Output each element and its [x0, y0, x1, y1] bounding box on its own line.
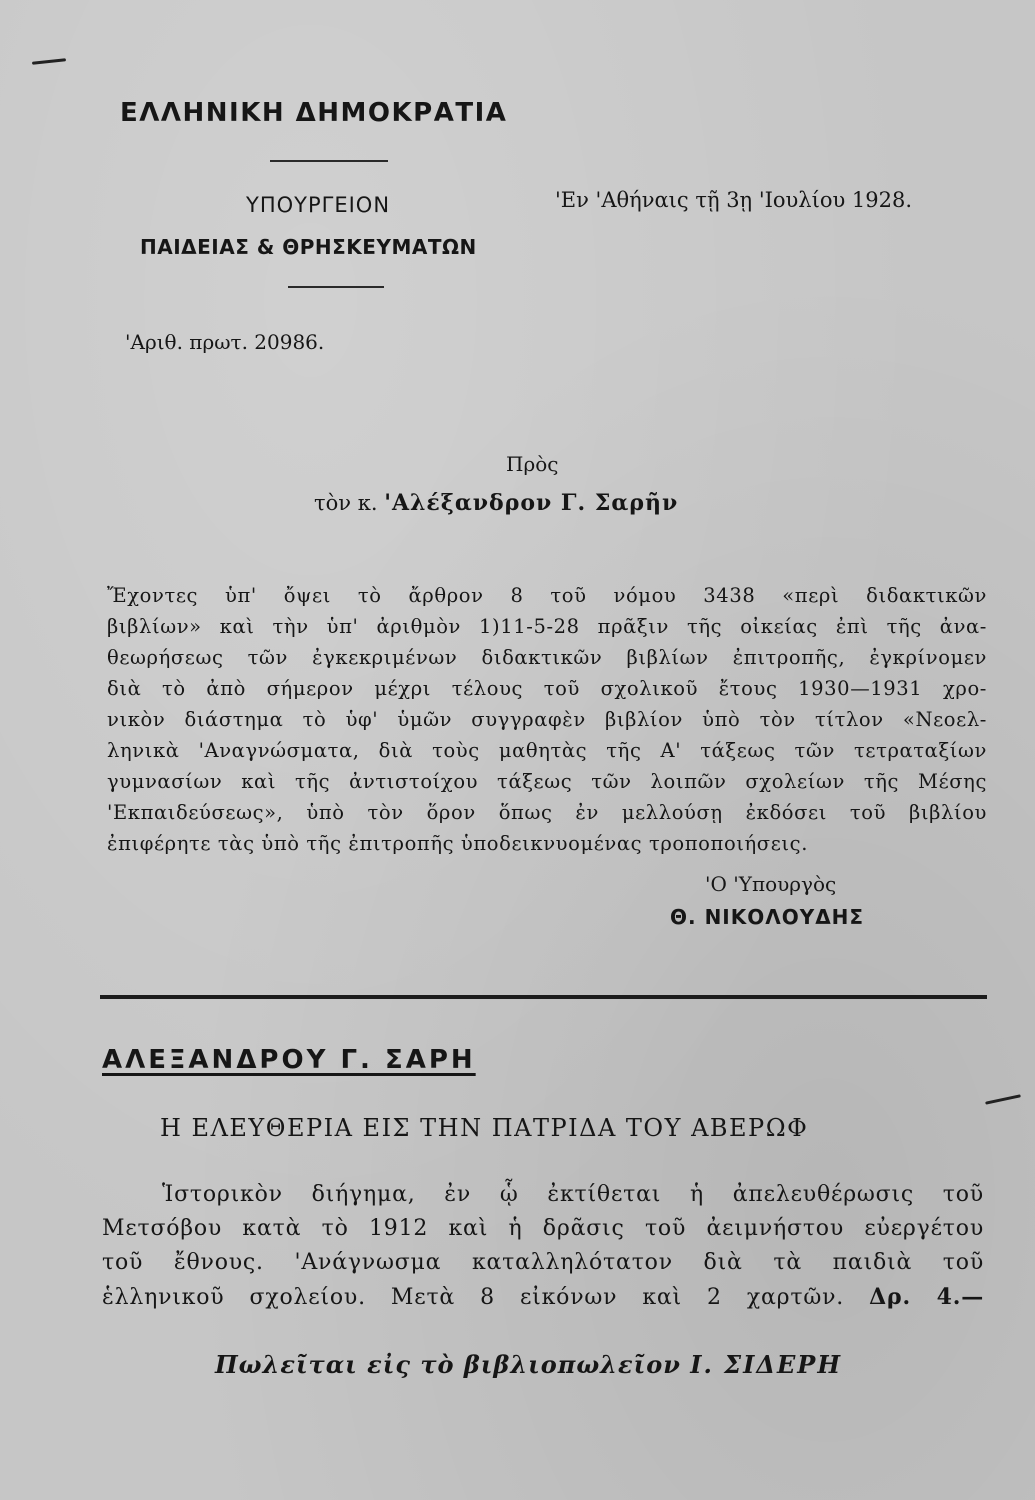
recipient: [314, 490, 678, 516]
letter-line: Ἔχοντες ὑπ' ὄψει τὸ ἄρθρον 8 τοῦ νόμου 3438 «περὶ διδακτικῶν: [107, 584, 987, 607]
ad-book-title: Η ΕΛΕΥΘΕΡΙΑ ΕΙΣ ΤΗΝ ΠΑΤΡΙΔΑ ΤΟΥ ΑΒΕΡΩΦ: [160, 1114, 809, 1142]
ministry-divider: [288, 286, 384, 288]
signature-title: 'Ο 'Υπουργὸς: [705, 872, 837, 896]
ad-description-line: ἑλληνικοῦ σχολείου. Μετὰ 8 εἰκόνων καὶ 2 χαρτῶν.: [102, 1285, 845, 1310]
letter-line: θεωρήσεως τῶν ἐγκεκριμένων διδακτικῶν βιβλίων ἐπιτροπῆς, ἐγκρίνομεν: [107, 646, 987, 669]
sale-notice: [215, 1350, 842, 1379]
ministry-line-2: ΠΑΙΔΕΙΑΣ & ΘΡΗΣΚΕΥΜΑΤΩΝ: [140, 235, 477, 259]
ad-description-line: τοῦ ἔθνους. 'Ανάγνωσμα καταλληλότατον διὰ τὰ παιδιὰ τοῦ: [102, 1250, 984, 1275]
ad-description-line: Μετσόβου κατὰ τὸ 1912 καὶ ἡ δρᾶσις τοῦ ἀειμνήστου εὐεργέτου: [102, 1216, 984, 1241]
pen-mark: [32, 58, 66, 65]
protocol-number: 'Αριθ. πρωτ. 20986.: [125, 330, 325, 354]
bookseller-name: Ι. ΣΙΔΕΡΗ: [690, 1350, 843, 1379]
section-divider: [100, 995, 987, 999]
ad-author: ΑΛΕΞΑΝΔΡΟΥ Γ. ΣΑΡΗ: [102, 1045, 476, 1075]
letter-body: [107, 580, 987, 859]
letter-line: ἐπιφέρητε τὰς ὑπὸ τῆς ἐπιτροπῆς ὑποδεικνυομένας τροποποιήσεις.: [107, 832, 808, 855]
republic-heading: ΕΛΛΗΝΙΚΗ ΔΗΜΟΚΡΑΤΙΑ: [120, 98, 508, 128]
ad-description-last-line: [102, 1280, 984, 1315]
letter-line: ληνικὰ 'Αναγνώσματα, διὰ τοὺς μαθητὰς τῆς Α' τάξεως τῶν τετραταξίων: [107, 739, 987, 762]
ministry-line-1: ΥΠΟΥΡΓΕΙΟΝ: [246, 193, 391, 217]
ad-description: [102, 1178, 984, 1315]
letter-line: γυμνασίων καὶ τῆς ἀντιστοίχου τάξεως τῶν λοιπῶν σχολείων τῆς Μέσης: [107, 770, 987, 793]
recipient-prefix: τὸν κ.: [314, 491, 378, 515]
sale-text: Πωλεῖται εἰς τὸ βιβλιοπωλεῖον: [215, 1350, 681, 1379]
recipient-name: 'Αλέξανδρον Γ. Σαρῆν: [384, 490, 679, 516]
letter-line: βιβλίων» καὶ τὴν ὑπ' ἀριθμὸν 1)11-5-28 πρᾶξιν τῆς οἰκείας ἐπὶ τῆς ἀνα-: [107, 615, 987, 638]
ad-price: Δρ. 4.—: [869, 1284, 985, 1310]
letter-line: 'Εκπαιδεύσεως», ὑπὸ τὸν ὅρον ὅπως ἐν μελλούσῃ ἐκδόσει τοῦ βιβλίου: [107, 801, 987, 824]
pen-mark: [985, 1094, 1021, 1104]
signature-name: Θ. ΝΙΚΟΛΟΥΔΗΣ: [670, 905, 865, 929]
ad-description-line: Ἱστορικὸν διήγημα, ἐν ᾧ ἐκτίθεται ἡ ἀπελευθέρωσις τοῦ: [162, 1182, 984, 1207]
letter-line: διὰ τὸ ἀπὸ σήμερον μέχρι τέλους τοῦ σχολικοῦ ἔτους 1930—1931 χρο-: [107, 677, 987, 700]
letter-line: νικὸν διάστημα τὸ ὑφ' ὑμῶν συγγραφὲν βιβλίον ὑπὸ τὸν τίτλον «Νεοελ-: [107, 708, 987, 731]
dateline: 'Εν 'Αθήναις τῇ 3ῃ 'Ιουλίου 1928.: [555, 188, 913, 212]
address-to: Πρὸς: [506, 452, 559, 476]
heading-divider: [270, 160, 388, 162]
